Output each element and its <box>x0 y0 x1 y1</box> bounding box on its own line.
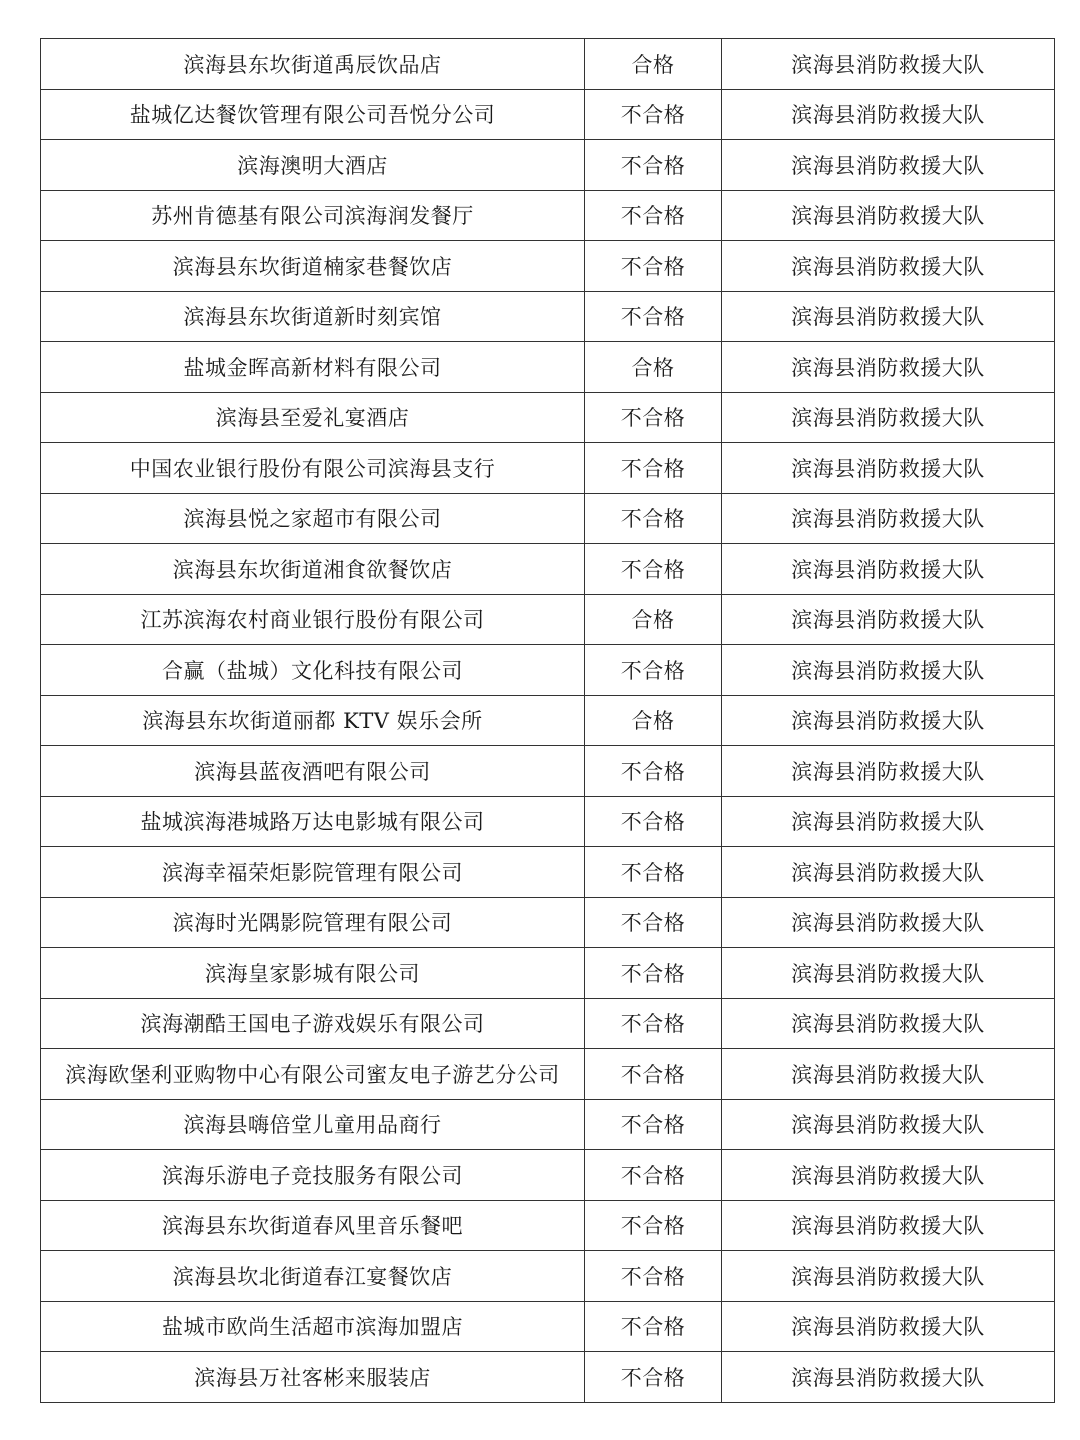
unit-name-cell: 滨海县嗨倍堂儿童用品商行 <box>41 1099 585 1150</box>
unit-name-cell: 滨海县东坎街道丽都 KTV 娱乐会所 <box>41 695 585 746</box>
inspection-result-cell: 不合格 <box>585 1150 722 1201</box>
inspecting-department-cell: 滨海县消防救援大队 <box>722 1150 1055 1201</box>
inspecting-department-cell: 滨海县消防救援大队 <box>722 1251 1055 1302</box>
inspecting-department-cell: 滨海县消防救援大队 <box>722 190 1055 241</box>
unit-name-cell: 盐城滨海港城路万达电影城有限公司 <box>41 796 585 847</box>
inspecting-department-cell: 滨海县消防救援大队 <box>722 948 1055 999</box>
inspecting-department-cell: 滨海县消防救援大队 <box>722 241 1055 292</box>
table-row <box>41 1301 1055 1352</box>
unit-name-cell: 滨海县东坎街道楠家巷餐饮店 <box>41 241 585 292</box>
unit-name-cell: 滨海县蓝夜酒吧有限公司 <box>41 746 585 797</box>
table-row <box>41 998 1055 1049</box>
inspecting-department-cell: 滨海县消防救援大队 <box>722 493 1055 544</box>
inspection-result-cell: 合格 <box>585 695 722 746</box>
inspection-result-cell: 不合格 <box>585 241 722 292</box>
inspection-result-cell: 不合格 <box>585 443 722 494</box>
inspecting-department-cell: 滨海县消防救援大队 <box>722 291 1055 342</box>
inspection-result-cell: 不合格 <box>585 190 722 241</box>
unit-name-cell: 滨海皇家影城有限公司 <box>41 948 585 999</box>
table-row <box>41 291 1055 342</box>
table-row <box>41 746 1055 797</box>
unit-name-cell: 滨海欧堡利亚购物中心有限公司蜜友电子游艺分公司 <box>41 1049 585 1100</box>
unit-name-cell: 滨海县东坎街道春风里音乐餐吧 <box>41 1200 585 1251</box>
table-row <box>41 695 1055 746</box>
table-row <box>41 89 1055 140</box>
inspecting-department-cell: 滨海县消防救援大队 <box>722 746 1055 797</box>
table-row <box>41 897 1055 948</box>
inspection-result-cell: 不合格 <box>585 89 722 140</box>
table-row <box>41 342 1055 393</box>
inspecting-department-cell: 滨海县消防救援大队 <box>722 140 1055 191</box>
inspection-result-cell: 合格 <box>585 594 722 645</box>
table-row <box>41 1200 1055 1251</box>
inspection-result-cell: 不合格 <box>585 847 722 898</box>
inspection-result-cell: 不合格 <box>585 493 722 544</box>
inspecting-department-cell: 滨海县消防救援大队 <box>722 645 1055 696</box>
table-row <box>41 1049 1055 1100</box>
inspection-result-cell: 不合格 <box>585 1099 722 1150</box>
inspection-result-cell: 不合格 <box>585 1301 722 1352</box>
unit-name-cell: 滨海县至爱礼宴酒店 <box>41 392 585 443</box>
inspecting-department-cell: 滨海县消防救援大队 <box>722 1099 1055 1150</box>
unit-name-cell: 滨海县东坎街道新时刻宾馆 <box>41 291 585 342</box>
inspecting-department-cell: 滨海县消防救援大队 <box>722 1200 1055 1251</box>
unit-name-cell: 盐城市欧尚生活超市滨海加盟店 <box>41 1301 585 1352</box>
inspection-result-cell: 不合格 <box>585 1251 722 1302</box>
table-row <box>41 1150 1055 1201</box>
unit-name-cell: 滨海县东坎街道湘食欲餐饮店 <box>41 544 585 595</box>
inspection-result-cell: 不合格 <box>585 392 722 443</box>
inspecting-department-cell: 滨海县消防救援大队 <box>722 897 1055 948</box>
inspecting-department-cell: 滨海县消防救援大队 <box>722 1049 1055 1100</box>
unit-name-cell: 滨海时光隅影院管理有限公司 <box>41 897 585 948</box>
inspection-results-table <box>40 38 1055 1403</box>
unit-name-cell: 盐城亿达餐饮管理有限公司吾悦分公司 <box>41 89 585 140</box>
inspection-result-cell: 不合格 <box>585 291 722 342</box>
table-row <box>41 140 1055 191</box>
inspection-result-cell: 合格 <box>585 39 722 90</box>
table-row <box>41 645 1055 696</box>
inspecting-department-cell: 滨海县消防救援大队 <box>722 1301 1055 1352</box>
unit-name-cell: 滨海县坎北街道春江宴餐饮店 <box>41 1251 585 1302</box>
inspecting-department-cell: 滨海县消防救援大队 <box>722 89 1055 140</box>
table-row <box>41 493 1055 544</box>
table-row <box>41 39 1055 90</box>
table-row <box>41 796 1055 847</box>
inspection-result-cell: 不合格 <box>585 796 722 847</box>
inspection-result-cell: 不合格 <box>585 897 722 948</box>
table-row <box>41 241 1055 292</box>
inspection-result-cell: 不合格 <box>585 645 722 696</box>
inspecting-department-cell: 滨海县消防救援大队 <box>722 998 1055 1049</box>
inspecting-department-cell: 滨海县消防救援大队 <box>722 1352 1055 1403</box>
table-row <box>41 1099 1055 1150</box>
unit-name-cell: 苏州肯德基有限公司滨海润发餐厅 <box>41 190 585 241</box>
document-page <box>40 38 1054 1403</box>
inspecting-department-cell: 滨海县消防救援大队 <box>722 443 1055 494</box>
unit-name-cell: 合赢（盐城）文化科技有限公司 <box>41 645 585 696</box>
inspecting-department-cell: 滨海县消防救援大队 <box>722 695 1055 746</box>
unit-name-cell: 江苏滨海农村商业银行股份有限公司 <box>41 594 585 645</box>
table-row <box>41 948 1055 999</box>
table-row <box>41 1251 1055 1302</box>
table-row <box>41 1352 1055 1403</box>
unit-name-cell: 中国农业银行股份有限公司滨海县支行 <box>41 443 585 494</box>
inspecting-department-cell: 滨海县消防救援大队 <box>722 342 1055 393</box>
unit-name-cell: 滨海乐游电子竞技服务有限公司 <box>41 1150 585 1201</box>
inspection-result-cell: 不合格 <box>585 948 722 999</box>
table-row <box>41 190 1055 241</box>
unit-name-cell: 滨海县东坎街道禹辰饮品店 <box>41 39 585 90</box>
inspecting-department-cell: 滨海县消防救援大队 <box>722 39 1055 90</box>
inspecting-department-cell: 滨海县消防救援大队 <box>722 392 1055 443</box>
table-row <box>41 392 1055 443</box>
table-row <box>41 847 1055 898</box>
inspection-result-cell: 不合格 <box>585 1049 722 1100</box>
inspecting-department-cell: 滨海县消防救援大队 <box>722 594 1055 645</box>
table-body <box>41 39 1055 1403</box>
inspection-result-cell: 不合格 <box>585 140 722 191</box>
unit-name-cell: 滨海幸福荣炬影院管理有限公司 <box>41 847 585 898</box>
table-row <box>41 544 1055 595</box>
inspection-result-cell: 合格 <box>585 342 722 393</box>
inspection-result-cell: 不合格 <box>585 544 722 595</box>
inspecting-department-cell: 滨海县消防救援大队 <box>722 847 1055 898</box>
inspection-result-cell: 不合格 <box>585 746 722 797</box>
inspecting-department-cell: 滨海县消防救援大队 <box>722 544 1055 595</box>
table-row <box>41 443 1055 494</box>
unit-name-cell: 滨海县万社客彬来服装店 <box>41 1352 585 1403</box>
inspection-result-cell: 不合格 <box>585 1352 722 1403</box>
unit-name-cell: 盐城金晖高新材料有限公司 <box>41 342 585 393</box>
inspection-result-cell: 不合格 <box>585 998 722 1049</box>
inspecting-department-cell: 滨海县消防救援大队 <box>722 796 1055 847</box>
unit-name-cell: 滨海县悦之家超市有限公司 <box>41 493 585 544</box>
unit-name-cell: 滨海潮酷王国电子游戏娱乐有限公司 <box>41 998 585 1049</box>
table-row <box>41 594 1055 645</box>
inspection-result-cell: 不合格 <box>585 1200 722 1251</box>
unit-name-cell: 滨海澳明大酒店 <box>41 140 585 191</box>
